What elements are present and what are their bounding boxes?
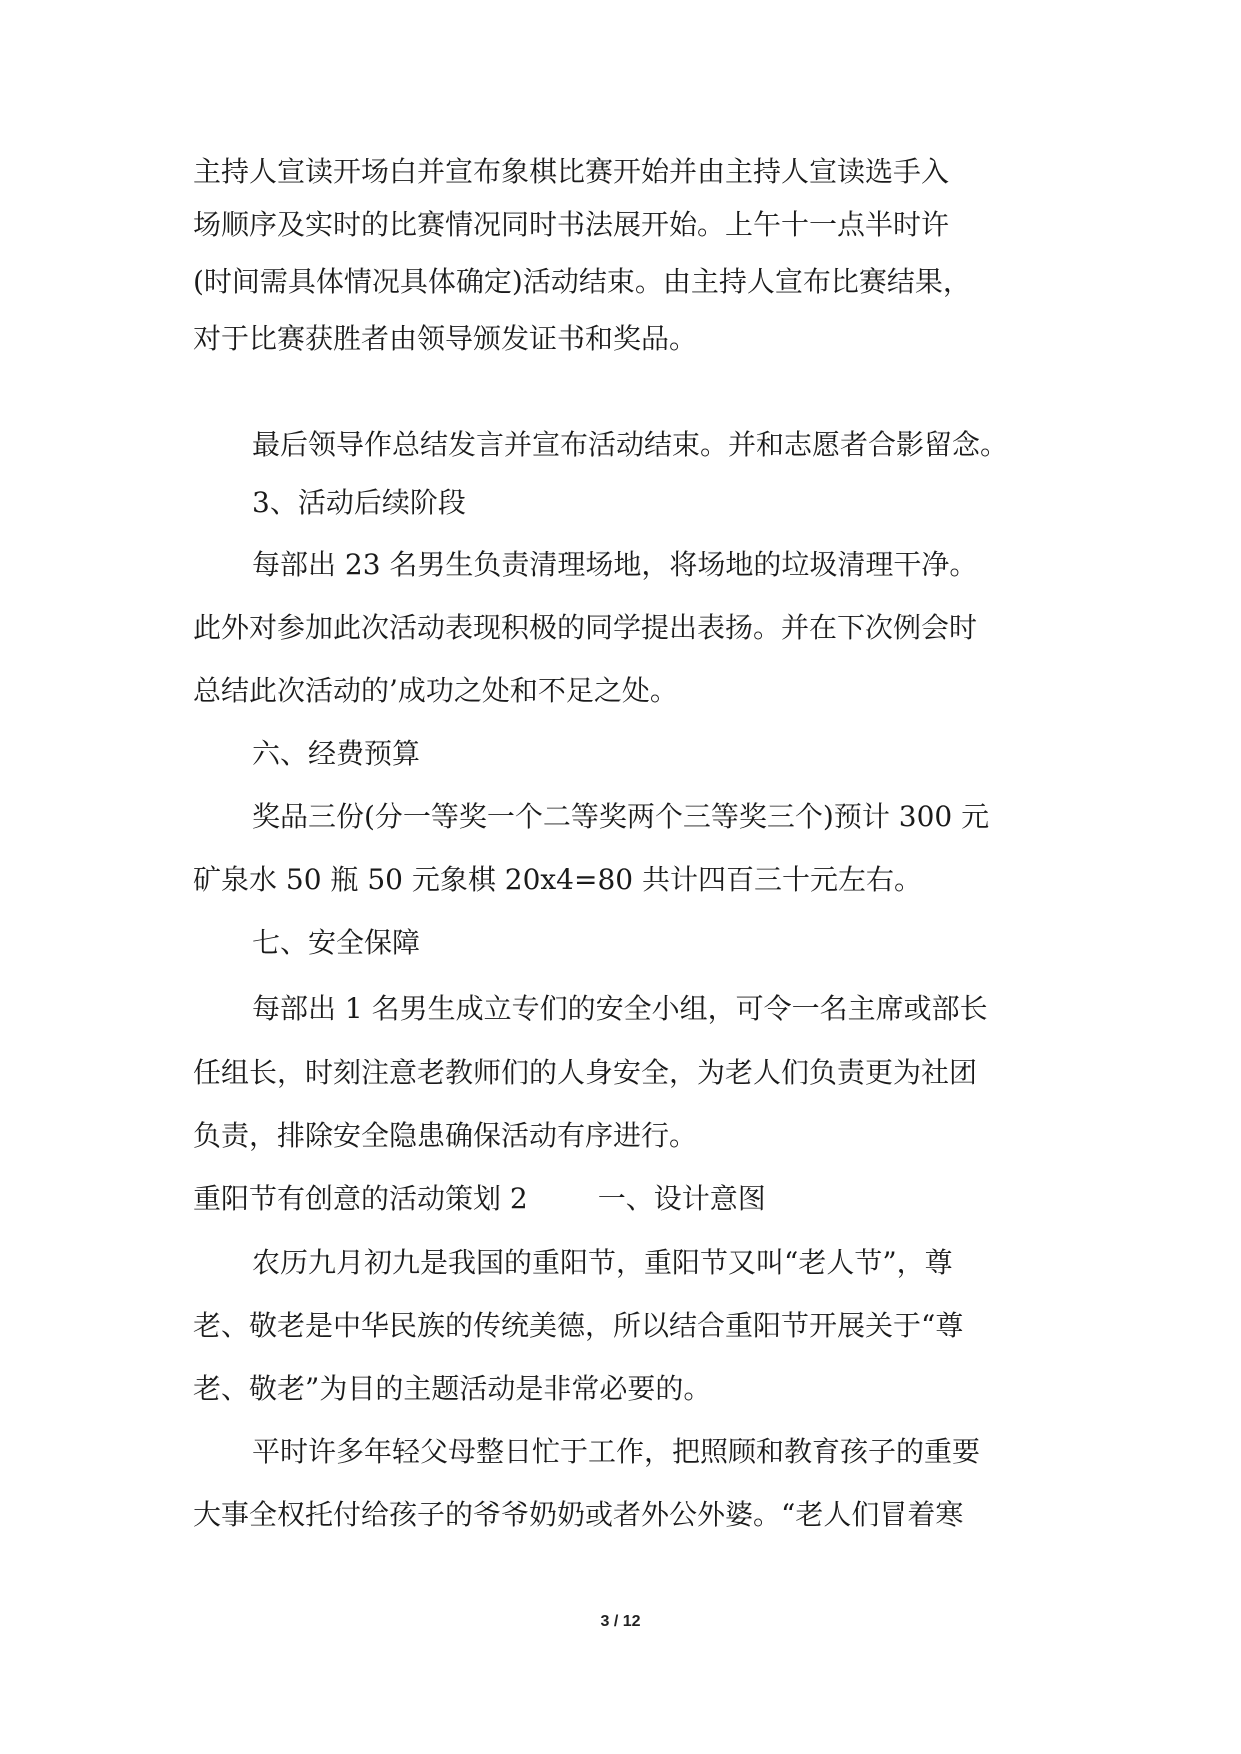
body-line: 负责，排除安全隐患确保活动有序进行。 — [193, 1119, 698, 1152]
body-line: 每部出 23 名男生负责清理场地，将场地的垃圾清理干净。 — [252, 548, 978, 581]
body-line: 大事全权托付给孩子的爷爷奶奶或者外公外婆。“老人们冒着寒 — [193, 1498, 964, 1531]
body-line: (时间需具体情况具体确定)活动结束。由主持人宣布比赛结果， — [193, 265, 971, 298]
body-line: 主持人宣读开场白并宣布象棋比赛开始并由主持人宣读选手入 — [193, 155, 950, 188]
body-line: 农历九月初九是我国的重阳节，重阳节又叫“老人节”，尊 — [252, 1246, 953, 1279]
body-line: 矿泉水 50 瓶 50 元象棋 20x4=80 共计四百三十元左右。 — [193, 863, 922, 896]
body-line: 任组长，时刻注意老教师们的人身安全，为老人们负责更为社团 — [193, 1056, 978, 1089]
body-line: 场顺序及实时的比赛情况同时书法展开始。上午十一点半时许 — [193, 208, 950, 241]
section-heading: 3、活动后续阶段 — [252, 486, 466, 519]
body-line: 对于比赛获胜者由领导颁发证书和奖品。 — [193, 322, 698, 355]
body-line: 此外对参加此次活动表现积极的同学提出表扬。并在下次例会时 — [193, 611, 978, 644]
body-line: 每部出 1 名男生成立专们的安全小组，可令一名主席或部长 — [252, 992, 988, 1025]
body-line: 总结此次活动的’成功之处和不足之处。 — [193, 674, 678, 707]
body-line: 奖品三份(分一等奖一个二等奖两个三等奖三个)预计 300 元 — [252, 800, 990, 833]
document-title: 重阳节有创意的活动策划 2 — [193, 1182, 528, 1215]
body-line: 老、敬老是中华民族的传统美德，所以结合重阳节开展关于“尊 — [193, 1309, 964, 1342]
body-line: 最后领导作总结发言并宣布活动结束。并和志愿者合影留念。 — [252, 428, 1009, 461]
section-heading: 一、设计意图 — [597, 1182, 766, 1215]
section-heading: 六、经费预算 — [252, 737, 421, 770]
section-heading: 七、安全保障 — [252, 926, 421, 959]
page-number: 3 / 12 — [600, 1613, 641, 1630]
body-line: 老、敬老”为目的主题活动是非常必要的。 — [193, 1372, 712, 1405]
body-line: 平时许多年轻父母整日忙于工作，把照顾和教育孩子的重要 — [252, 1435, 981, 1468]
document-title-line — [193, 1179, 1063, 1219]
